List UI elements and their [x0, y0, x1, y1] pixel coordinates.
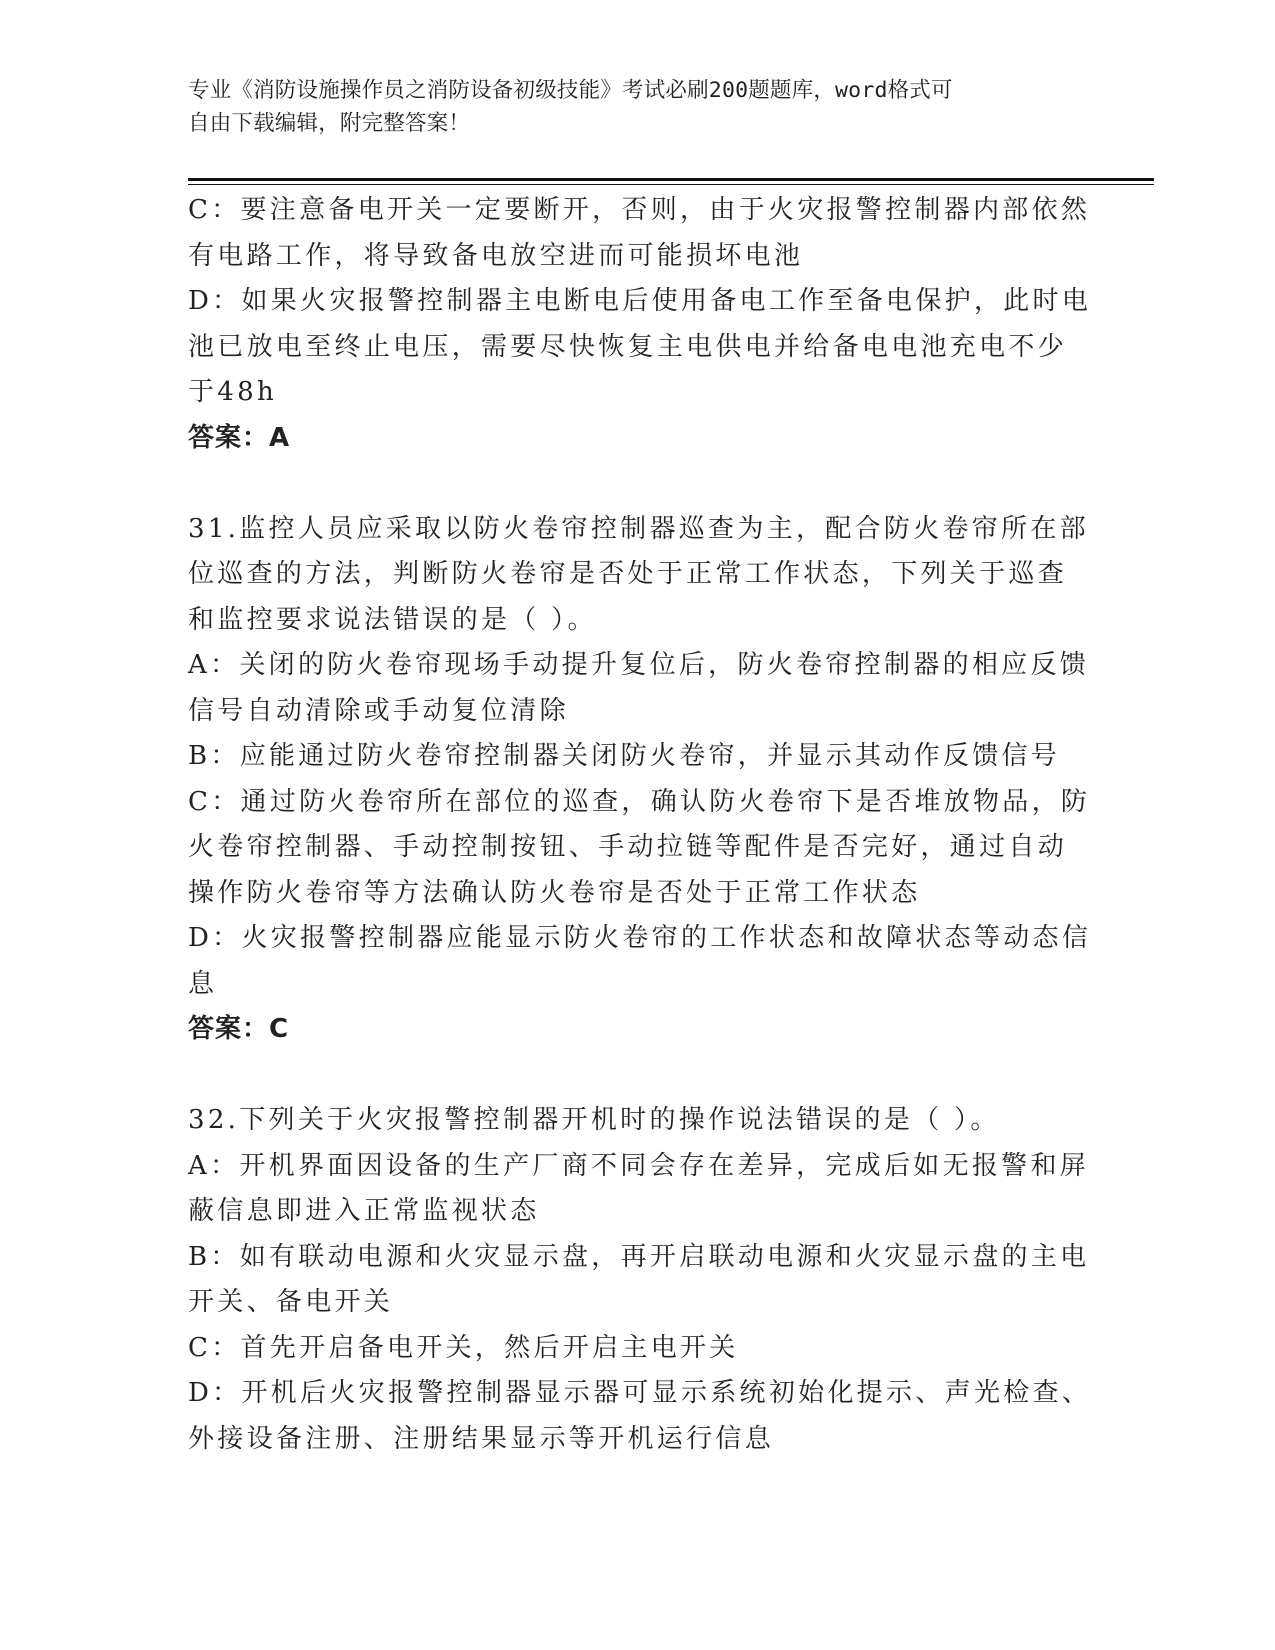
answer-label: 答案：A: [188, 422, 291, 453]
option-c: [188, 1326, 1088, 1372]
option-b: [188, 1235, 1088, 1326]
question-stem: [188, 1098, 1088, 1144]
option-a: [188, 643, 1088, 734]
text-line: A：开机界面因设备的生产厂商不同会存在差异，完成后如无报警和屏: [188, 1150, 1090, 1181]
spacer: [188, 461, 1088, 507]
text-line: 信号自动清除或手动复位清除: [188, 695, 569, 726]
spacer: [188, 1053, 1088, 1099]
text-line: 火卷帘控制器、手动控制按钮、手动拉链等配件是否完好，通过自动: [188, 832, 1068, 862]
text-line: 息: [188, 968, 218, 999]
option-d: [188, 1371, 1092, 1462]
header-line: 专业《消防设施操作员之消防设备初级技能》考试必刷200题题库，word格式可: [188, 78, 953, 103]
text-line: C：首先开启备电开关，然后开启主电开关: [188, 1332, 739, 1363]
header-divider-thin: [188, 184, 1154, 185]
text-line: B：如有联动电源和火灾显示盘，再开启联动电源和火灾显示盘的主电: [188, 1241, 1090, 1272]
text-line: B：应能通过防火卷帘控制器关闭防火卷帘，并显示其动作反馈信号: [188, 741, 1061, 771]
text-line: D：火灾报警控制器应能显示防火卷帘的工作状态和故障状态等动态信: [188, 923, 1092, 953]
text-line: C：通过防火卷帘所在部位的巡查，确认防火卷帘下是否堆放物品，防: [188, 786, 1091, 817]
text-line: C：要注意备电开关一定要断开，否则，由于火灾报警控制器内部依然: [188, 195, 1091, 225]
text-line: 于48h: [188, 377, 278, 407]
text-line: 蔽信息即进入正常监视状态: [188, 1196, 540, 1226]
text-line: 有电路工作，将导致备电放空进而可能损坏电池: [188, 240, 804, 271]
option-d: [188, 916, 1092, 1007]
option-c: [188, 188, 1091, 279]
question-content: [188, 188, 1092, 1462]
answer-label: 答案：C: [188, 1014, 290, 1044]
text-line: D：开机后火灾报警控制器显示器可显示系统初始化提示、声光检查、: [188, 1378, 1092, 1408]
text-line: 操作防火卷帘等方法确认防火卷帘是否处于正常工作状态: [188, 877, 921, 908]
text-line: A：关闭的防火卷帘现场手动提升复位后，防火卷帘控制器的相应反馈: [188, 650, 1090, 680]
text-line: 31.监控人员应采取以防火卷帘控制器巡查为主，配合防火卷帘所在部: [188, 513, 1089, 544]
header-divider: [188, 178, 1154, 181]
text-line: D：如果火灾报警控制器主电断电后使用备电工作至备电保护，此时电: [188, 286, 1092, 316]
page-header: [188, 74, 1068, 140]
option-b: [188, 734, 1088, 780]
question-stem: [188, 507, 1088, 644]
option-a: [188, 1144, 1088, 1235]
text-line: 开关、备电开关: [188, 1287, 394, 1317]
text-line: 和监控要求说法错误的是（ ）。: [188, 604, 597, 635]
option-c: [188, 780, 1091, 917]
option-d: [188, 279, 1092, 416]
text-line: 位巡查的方法，判断防火卷帘是否处于正常工作状态，下列关于巡查: [188, 559, 1068, 589]
header-line: 自由下载编辑，附完整答案！: [188, 111, 471, 136]
text-line: 外接设备注册、注册结果显示等开机运行信息: [188, 1423, 775, 1454]
text-line: 池已放电至终止电压，需要尽快恢复主电供电并给备电电池充电不少: [188, 331, 1068, 362]
text-line: 32.下列关于火灾报警控制器开机时的操作说法错误的是（ ）。: [188, 1105, 1000, 1135]
